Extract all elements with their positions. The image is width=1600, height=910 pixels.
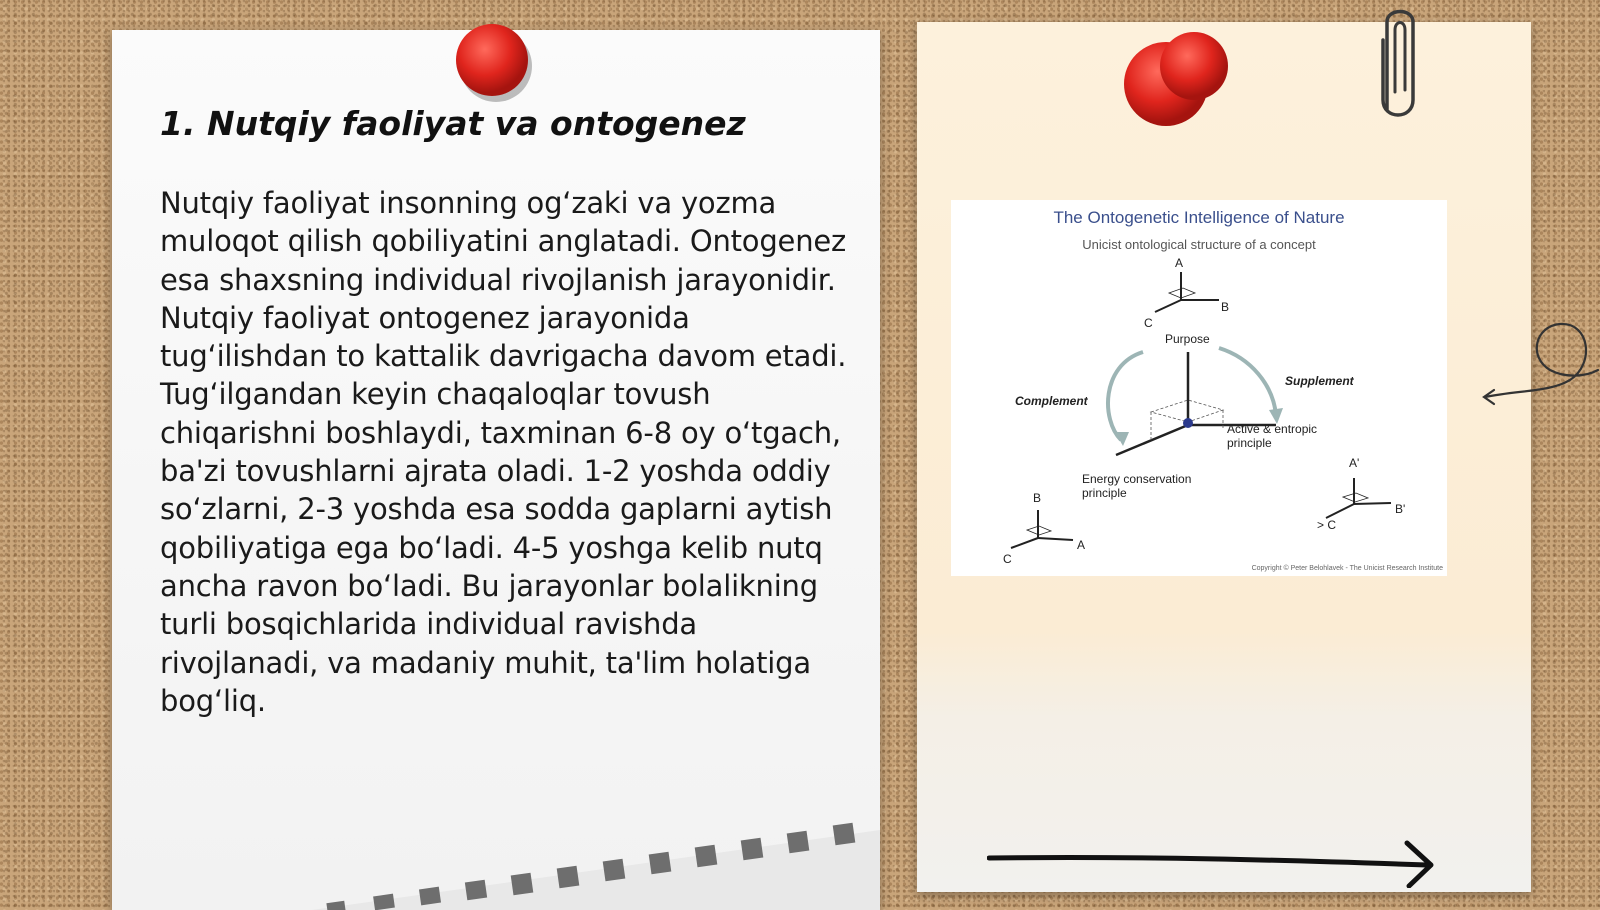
label-energy-conservation: Energy conservation principle (1082, 472, 1192, 500)
label-active-entropic: Active & entropic principle (1227, 422, 1318, 450)
note-title: 1. Nutqiy faoliyat va ontogenez (160, 104, 746, 143)
diagram-copyright: Copyright © Peter Belohlavek - The Unicist Research Institute (1251, 565, 1443, 572)
label-left-c: C (1003, 552, 1012, 566)
label-right-b: B' (1395, 502, 1406, 516)
label-supplement: Supplement (1285, 374, 1354, 388)
label-top-a: A (1175, 256, 1184, 270)
red-pushpin-left (452, 20, 536, 104)
ontology-diagram (951, 200, 1447, 576)
label-purpose: Purpose (1165, 332, 1210, 346)
long-arrow (987, 838, 1447, 888)
diagram-graphics (951, 200, 1447, 576)
paperclip-icon (1375, 0, 1425, 130)
label-right-c: > C (1317, 518, 1337, 532)
label-top-b: B (1221, 300, 1230, 314)
note-body: Nutqiy faoliyat insonning og‘zaki va yozma muloqot qilish qobiliyatini anglatadi. Ontogenez esa shaxsning individual rivojlanish jarayonidir. Nutqiy faoliyat ontogenez jarayonida tug‘ilishdan to kattalik davrigacha davom etadi. Tug‘ilgandan keyin chaqaloqlar tovush chiqarishni boshlaydi, taxminan 6-8 oy o‘tgach, ba'zi tovushlarni ajrata oladi. 1-2 yoshda oddiy so‘zlarni, 2-3 yoshda esa sodda gaplarni aytish qobiliyatiga ega bo‘ladi. 4-5 yoshga kelib nutq ancha ravon bo‘ladi. Bu jarayonlar bolalikning turli bosqichlarida individual ravishda rivojlanadi, va madaniy muhit, ta'lim holatiga bog‘liq. (160, 186, 847, 718)
red-pushpin-right (1120, 30, 1240, 140)
label-left-b: B (1033, 491, 1042, 505)
label-right-a: A' (1349, 456, 1360, 470)
label-top-c: C (1144, 316, 1153, 330)
image-note (917, 22, 1531, 892)
squiggle-arrow (1480, 312, 1600, 412)
text-note (112, 30, 880, 910)
diagram-subtitle: Unicist ontological structure of a concept (1082, 237, 1316, 252)
diagram-title: The Ontogenetic Intelligence of Nature (1053, 208, 1345, 227)
left-axes (1011, 510, 1073, 548)
right-axes (1326, 478, 1391, 518)
supplement-arrow (1219, 348, 1276, 415)
torn-notebook-edge (312, 810, 880, 910)
top-axes (1155, 272, 1219, 312)
label-left-a: A (1077, 538, 1086, 552)
label-complement: Complement (1015, 394, 1088, 408)
complement-arrow (1108, 352, 1143, 440)
origin-dot (1183, 418, 1193, 428)
